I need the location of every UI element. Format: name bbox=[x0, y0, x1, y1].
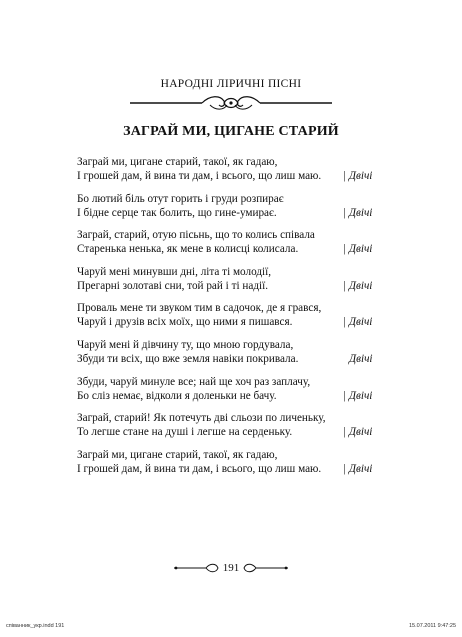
verse-line: Збуди ти всіх, що вже земля навіки покривала. bbox=[77, 352, 299, 365]
verse-line: Проваль мене ти звуком тим в садочок, де я грався, bbox=[77, 302, 322, 314]
repeat-marker: | Двічі bbox=[343, 425, 373, 438]
verse-line: І грошей дам, й вина ти дам, і всього, що лиш маю. bbox=[77, 462, 322, 475]
stanza bbox=[77, 266, 377, 293]
verse-line: Чаруй мені й дівчину ту, що мною гордувала, bbox=[77, 339, 294, 351]
stanza bbox=[77, 302, 377, 329]
verse-line: І бідне серце так болить, що гине-умирає. bbox=[77, 206, 277, 219]
verse-line: Бо лютий біль отут горить і груди розпирає bbox=[77, 193, 284, 205]
verse-line: Чаруй і друзів всіх моїх, що ними я пишався. bbox=[77, 315, 293, 328]
verse-line: Заграй ми, цигане старий, такої, як гадаю, bbox=[77, 156, 278, 168]
stanza bbox=[77, 193, 377, 220]
stanza bbox=[77, 449, 377, 476]
repeat-marker: | Двічі bbox=[343, 462, 373, 475]
verse-line: Бо сліз немає, відколи я доленьки не бачу. bbox=[77, 389, 277, 402]
verse-line: Збуди, чаруй минуле все; най ще хоч раз заплачу, bbox=[77, 376, 311, 388]
stanza bbox=[77, 376, 377, 403]
stanza bbox=[77, 339, 377, 366]
repeat-marker: | Двічі bbox=[343, 242, 373, 255]
print-slug-timestamp: 15.07.2011 9:47:25 bbox=[409, 623, 456, 629]
verse-line: Заграй, старий, отую пісьнь, що то колись співала bbox=[77, 229, 315, 241]
verse-line: І грошей дам, й вина ти дам, і всього, що лиш маю. bbox=[77, 169, 322, 182]
page-number: 191 bbox=[222, 562, 240, 574]
stanza bbox=[77, 412, 377, 439]
verse-line: Заграй ми, цигане старий, такої, як гадаю, bbox=[77, 449, 278, 461]
stanza bbox=[77, 156, 377, 183]
print-slug-filename: спiванник_укр.indd 191 bbox=[6, 623, 65, 629]
section-title: НАРОДНІ ЛІРИЧНІ ПІСНІ bbox=[160, 78, 302, 90]
decorative-divider-ornament bbox=[130, 93, 332, 113]
verse-line: То легше стане на душі і легше на серденьку. bbox=[77, 425, 293, 438]
repeat-marker: | Двічі bbox=[343, 206, 373, 219]
repeat-marker: | Двічі bbox=[343, 315, 373, 328]
verse-line: Старенька ненька, як мене в колисці колисала. bbox=[77, 242, 299, 255]
repeat-marker: | Двічі bbox=[343, 169, 373, 182]
poem-title: ЗАГРАЙ МИ, ЦИГАНЕ СТАРИЙ bbox=[123, 124, 339, 139]
repeat-marker: | Двічі bbox=[343, 389, 373, 402]
verse-line: Заграй, старий! Як потечуть дві сльози по личеньку, bbox=[77, 412, 326, 424]
verse-line: Чаруй мені минувши дні, літа ті молодії, bbox=[77, 266, 272, 278]
verse-line: Прегарні золотаві сни, той рай і ті надії. bbox=[77, 279, 269, 292]
repeat-marker: Двічі bbox=[349, 352, 373, 365]
stanza bbox=[77, 229, 377, 256]
repeat-marker: | Двічі bbox=[343, 279, 373, 292]
